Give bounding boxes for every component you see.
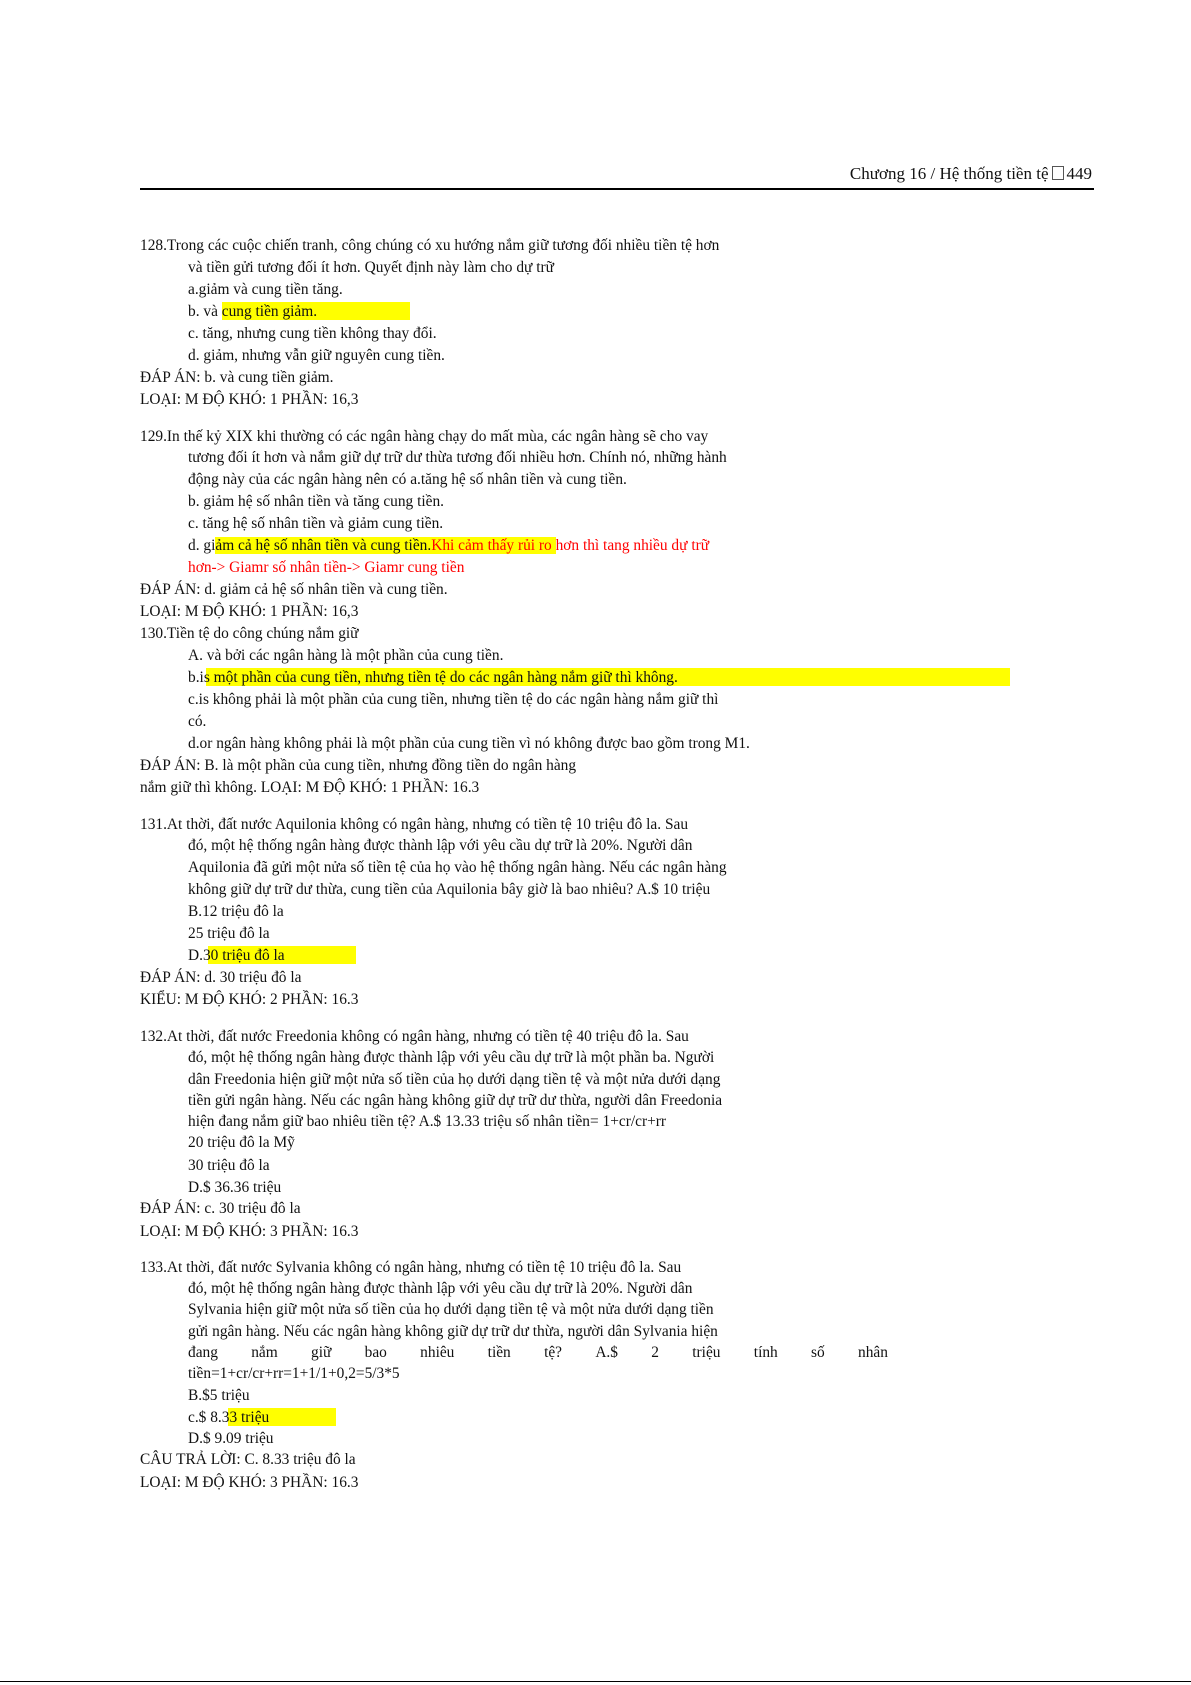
meta-line: LOẠI: M ĐỘ KHÓ: 3 PHẦN: 16.3 — [140, 1474, 359, 1491]
question-text: không giữ dự trữ dư thừa, cung tiền của Aquilonia bây giờ là bao nhiêu? A.$ 10 triệu — [188, 881, 711, 898]
header-rule — [140, 188, 1094, 190]
chapter-title: Chương 16 / Hệ thống tiền tệ — [849, 164, 1049, 183]
question-text: hiện đang nắm giữ bao nhiêu tiền tệ? A.$ 13.33 triệu số nhân tiền= 1+cr/cr+rr — [188, 1113, 667, 1130]
answer-line: ĐÁP ÁN: d. giảm cả hệ số nhân tiền và cung tiền. — [140, 581, 448, 598]
question-text: Aquilonia đã gửi một nửa số tiền tệ của họ vào hệ thống ngân hàng. Nếu các ngân hàng — [188, 859, 727, 876]
question-text: Sylvania hiện giữ một nửa số tiền của họ dưới dạng tiền tệ và một nửa dưới dạng tiền — [188, 1301, 714, 1318]
option-a: a.giảm và cung tiền tăng. — [188, 281, 343, 298]
option-d: D.$ 36.36 triệu — [188, 1179, 282, 1196]
option-d-prefix: D.3 — [188, 947, 211, 964]
option-d-prefix: d. gi — [188, 537, 216, 554]
option-b-prefix: b. và — [188, 303, 218, 320]
option-c-continued: có. — [188, 713, 207, 730]
word: số — [811, 1344, 825, 1361]
page-number: 449 — [1066, 164, 1092, 183]
question-text: 130.Tiền tệ do công chúng nắm giữ — [140, 625, 359, 642]
question-text: tiền gửi ngân hàng. Nếu các ngân hàng không giữ dự trữ dư thừa, người dân Freedonia — [188, 1092, 723, 1109]
page-header — [140, 163, 1092, 185]
word: nhân — [858, 1344, 888, 1361]
word: đang — [188, 1344, 218, 1361]
option-b-highlighted: cung tiền giảm. — [217, 303, 318, 320]
option-d-highlighted: 0 triệu đô la — [210, 947, 285, 964]
question-text: đó, một hệ thống ngân hàng được thành lập với yêu cầu dự trữ là một phần ba. Người — [188, 1049, 715, 1066]
meta-line: KIỂU: M ĐỘ KHÓ: 2 PHẦN: 16.3 — [140, 991, 359, 1008]
option-c — [188, 1408, 269, 1427]
answer-line-continued: nắm giữ thì không. LOẠI: M ĐỘ KHÓ: 1 PHẦN: 16.3 — [140, 779, 480, 796]
option-d: d.or ngân hàng không phải là một phần của cung tiền vì nó không được bao gồm trong M1. — [188, 735, 750, 752]
answer-line: ĐÁP ÁN: c. 30 triệu đô la — [140, 1200, 301, 1217]
meta-line: LOẠI: M ĐỘ KHÓ: 3 PHẦN: 16.3 — [140, 1223, 359, 1240]
note-highlighted-red: Khi cảm thấy rủi ro — [431, 537, 556, 554]
question-text: 131.At thời, đất nước Aquilonia không có ngân hàng, nhưng có tiền tệ 10 triệu đô la. Sau — [140, 816, 689, 833]
note-red: hơn thì tang nhiều dự trữ — [555, 537, 710, 554]
word: 2 — [651, 1344, 659, 1361]
option-b: b. giảm hệ số nhân tiền và tăng cung tiền. — [188, 493, 445, 510]
question-text: gửi ngân hàng. Nếu các ngân hàng không giữ dự trữ dư thừa, người dân Sylvania hiện — [188, 1323, 718, 1340]
option-b: B.12 triệu đô la — [188, 903, 284, 920]
word: giữ — [311, 1344, 332, 1361]
option-b-prefix: b.i — [188, 669, 204, 686]
option-c-prefix: c.$ 8.3 — [188, 1409, 230, 1426]
word: A.$ — [595, 1344, 618, 1361]
option-c: c. tăng, nhưng cung tiền không thay đổi. — [188, 325, 437, 342]
option-b-highlighted: s một phần của cung tiền, nhưng tiền tệ do các ngân hàng nắm giữ thì không. — [203, 669, 678, 686]
question-text: 129.In thế kỷ XIX khi thường có các ngân hàng chạy do mất mùa, các ngân hàng sẽ cho vay — [140, 428, 709, 445]
word: tính — [753, 1344, 778, 1361]
answer-line: CÂU TRẢ LỜI: C. 8.33 triệu đô la — [140, 1451, 356, 1468]
option-c-highlighted: 3 triệu — [229, 1409, 270, 1426]
question-text: 128.Trong các cuộc chiến tranh, công chúng có xu hướng nắm giữ tương đối nhiều tiền tệ hơn — [140, 237, 720, 254]
option-b: B.$5 triệu — [188, 1387, 250, 1404]
option-d: d. giảm, nhưng vẫn giữ nguyên cung tiền. — [188, 347, 445, 364]
square-box-icon — [1052, 166, 1064, 180]
question-text: 132.At thời, đất nước Freedonia không có ngân hàng, nhưng có tiền tệ 40 triệu đô la. Sau — [140, 1028, 689, 1045]
question-text-justified — [188, 1343, 888, 1362]
option-d-highlighted: ảm cả hệ số nhân tiền và cung tiền. — [215, 537, 432, 554]
answer-line: ĐÁP ÁN: d. 30 triệu đô la — [140, 969, 302, 986]
option-b: 20 triệu đô la Mỹ — [188, 1134, 295, 1151]
question-text: động này của các ngân hàng nên có a.tăng hệ số nhân tiền và cung tiền. — [188, 471, 627, 488]
option-c: c.is không phải là một phần của cung tiền, nhưng tiền tệ do các ngân hàng nắm giữ thì — [188, 691, 719, 708]
word: triệu — [692, 1344, 721, 1361]
option-b — [188, 302, 317, 321]
bottom-rule — [0, 1681, 1191, 1682]
option-c: c. tăng hệ số nhân tiền và giảm cung tiền. — [188, 515, 444, 532]
word: bao — [364, 1344, 387, 1361]
option-d: D.$ 9.09 triệu — [188, 1430, 274, 1447]
question-text: dân Freedonia hiện giữ một nửa số tiền của họ dưới dạng tiền tệ và một nửa dưới dạng — [188, 1071, 721, 1088]
question-text: tiền=1+cr/cr+rr=1+1/1+0,2=5/3*5 — [188, 1365, 400, 1382]
option-d — [188, 536, 709, 555]
question-text: đó, một hệ thống ngân hàng được thành lập với yêu cầu dự trữ là 20%. Người dân — [188, 837, 693, 854]
question-text: 133.At thời, đất nước Sylvania không có ngân hàng, nhưng có tiền tệ 10 triệu đô la. Sau — [140, 1259, 682, 1276]
word: tiền — [487, 1344, 511, 1361]
option-c: 30 triệu đô la — [188, 1157, 270, 1174]
meta-line: LOẠI: M ĐỘ KHÓ: 1 PHẦN: 16,3 — [140, 603, 359, 620]
question-text: và tiền gửi tương đối ít hơn. Quyết định này làm cho dự trữ — [188, 259, 554, 276]
meta-line: LOẠI: M ĐỘ KHÓ: 1 PHẦN: 16,3 — [140, 391, 359, 408]
answer-line: ĐÁP ÁN: B. là một phần của cung tiền, nhưng đồng tiền do ngân hàng — [140, 757, 577, 774]
word: nhiêu — [420, 1344, 455, 1361]
option-c: 25 triệu đô la — [188, 925, 270, 942]
question-text: tương đối ít hơn và nắm giữ dự trữ dư thừa tương đối nhiều hơn. Chính nó, những hành — [188, 449, 727, 466]
question-text: đó, một hệ thống ngân hàng được thành lập với yêu cầu dự trữ là 20%. Người dân — [188, 1280, 693, 1297]
word: nắm — [251, 1344, 278, 1361]
option-a: A. và bởi các ngân hàng là một phần của cung tiền. — [188, 647, 504, 664]
option-d — [188, 946, 285, 965]
word: tệ? — [544, 1344, 563, 1361]
note-red-line: hơn-> Giamr số nhân tiền-> Giamr cung tiền — [188, 559, 465, 576]
answer-line: ĐÁP ÁN: b. và cung tiền giảm. — [140, 369, 334, 386]
option-b — [188, 668, 678, 687]
